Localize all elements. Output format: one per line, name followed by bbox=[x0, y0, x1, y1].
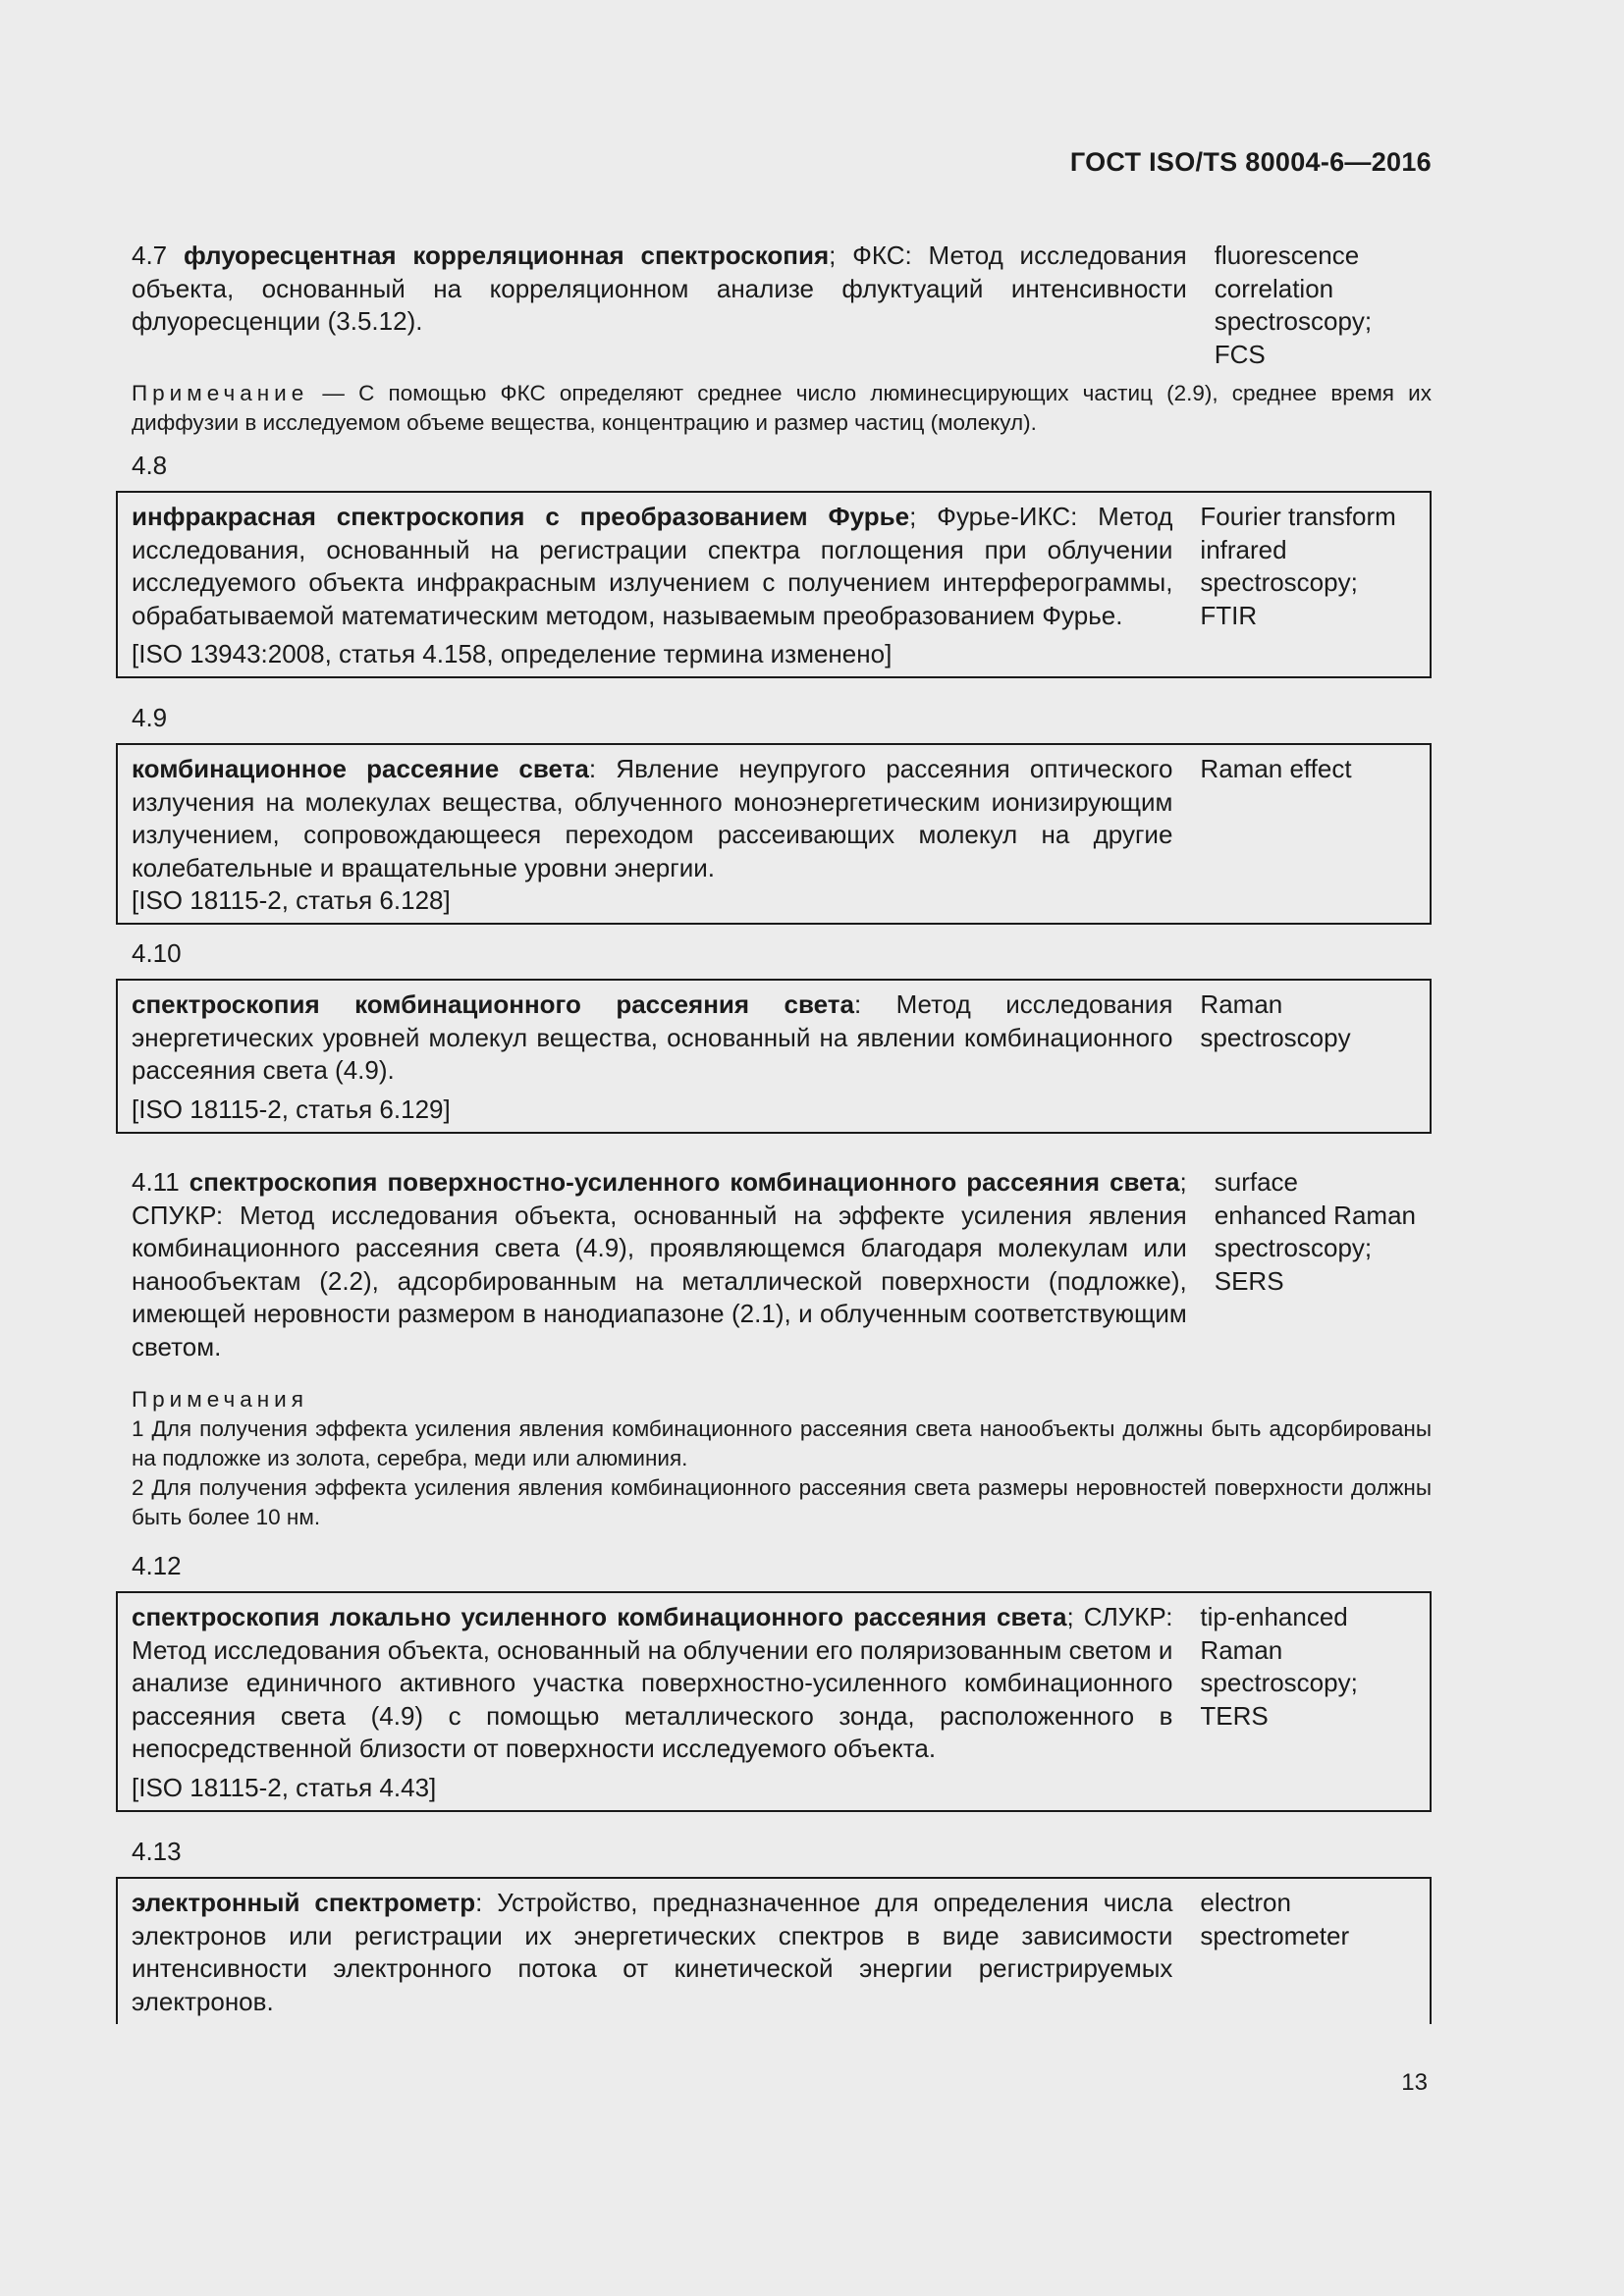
entry-number: 4.10 bbox=[132, 938, 182, 968]
definition-text: ; СПУКР: Метод исследования объекта, основанный на эффекте усиления явления комбинационного рассеяния света (4.9), проявляющемся благодаря молекулам или нанообъектам (2.2), адсорбированным на металлической поверхности (подложке), имеющей неровности размером в нанодиапазоне (2.1), и облученным соответствующим светом. bbox=[132, 1167, 1187, 1362]
definition-text: : Явление неупругого рассеяния оптического излучения на молекулах вещества, облученного моноэнергетическим ионизирующим излучением, сопровождающееся переходом рассеивающих молекул на другие колебательные и вращательные уровни энергии. bbox=[132, 754, 1173, 882]
english-term: fluorescence correlation spectroscopy; FCS bbox=[1214, 240, 1373, 369]
definition bbox=[132, 988, 1172, 1088]
term: спектроскопия поверхностно-усиленного комбинационного рассеяния света bbox=[189, 1167, 1180, 1197]
entry-4-7 bbox=[116, 240, 1432, 438]
english-term: electron spectrometer bbox=[1200, 1888, 1350, 1950]
notes-label: Примечания bbox=[132, 1387, 308, 1412]
term: инфракрасная спектроскопия с преобразованием Фурье bbox=[132, 502, 910, 531]
definition-text: : Устройство, предназначенное для определения числа электронов или регистрации их энергетических спектров в виде зависимости интенсивности электронного потока от кинетической энергии регистрируемых электронов. bbox=[132, 1888, 1173, 2016]
note-text: — С помощью ФКС определяют среднее число люминесцирующих частиц (2.9), среднее время их диффузии в исследуемом объеме вещества, концентрацию и размер частиц (молекул). bbox=[132, 381, 1432, 435]
definition bbox=[132, 1601, 1172, 1766]
notes bbox=[116, 1385, 1432, 1532]
english-term: tip-enhanced Raman spectroscopy; TERS bbox=[1200, 1602, 1358, 1731]
definition-text: : Метод исследования энергетических уровней молекул вещества, основанный на явлении комбинационного рассеяния света (4.9). bbox=[132, 989, 1173, 1085]
english-term: Raman spectroscopy bbox=[1200, 989, 1351, 1052]
english-term: Fourier transform infrared spectroscopy; FTIR bbox=[1200, 502, 1396, 630]
note-1: 1 Для получения эффекта усиления явления комбинационного рассеяния света нанообъекты должны быть адсорбированы на подложке из золота, серебра, меди или алюминия. bbox=[132, 1416, 1432, 1470]
note-2: 2 Для получения эффекта усиления явления комбинационного рассеяния света размеры неровностей поверхности должны быть более 10 нм. bbox=[132, 1475, 1432, 1529]
source-reference: [ISO 18115-2, статья 6.128] bbox=[132, 885, 451, 915]
definition bbox=[132, 753, 1172, 884]
term: спектроскопия комбинационного рассеяния света bbox=[132, 989, 854, 1019]
entry-4-11 bbox=[116, 1166, 1432, 1532]
document-header: ГОСТ ISO/TS 80004-6—2016 bbox=[1069, 147, 1432, 177]
definition-box bbox=[116, 1877, 1432, 2024]
note bbox=[116, 379, 1432, 438]
page-number: 13 bbox=[1401, 2069, 1428, 2096]
definition bbox=[132, 1166, 1187, 1363]
entry-number: 4.9 bbox=[132, 703, 168, 732]
source-reference: [ISO 13943:2008, статья 4.158, определение термина изменено] bbox=[132, 639, 893, 668]
entry-number: 4.7 bbox=[132, 240, 168, 270]
entry-number: 4.12 bbox=[132, 1551, 182, 1580]
term: электронный спектрометр bbox=[132, 1888, 476, 1917]
term: комбинационное рассеяние света bbox=[132, 754, 589, 783]
definition-box bbox=[116, 1591, 1432, 1812]
entry-number: 4.13 bbox=[132, 1837, 182, 1866]
definition-text: ; СЛУКР: Метод исследования объекта, основанный на облучении его поляризованным светом и анализе единичного активного участка поверхностно-усиленного комбинационного рассеяния света (4.9) с помощью металлического зонда, расположенного в непосредственной близости от поверхности исследуемого объекта. bbox=[132, 1602, 1173, 1763]
note-label: Примечание bbox=[132, 381, 309, 405]
definition bbox=[132, 240, 1187, 371]
entry-number: 4.11 bbox=[132, 1167, 180, 1197]
entry-4-8 bbox=[116, 450, 1432, 678]
definition-box bbox=[116, 491, 1432, 678]
term: флуоресцентная корреляционная спектроскопия bbox=[183, 240, 830, 270]
english-term: surface enhanced Raman spectroscopy; SERS bbox=[1214, 1167, 1416, 1296]
definition-box bbox=[116, 979, 1432, 1134]
entry-4-9 bbox=[116, 702, 1432, 925]
term: спектроскопия локально усиленного комбинационного рассеяния света bbox=[132, 1602, 1067, 1631]
source-reference: [ISO 18115-2, статья 4.43] bbox=[132, 1772, 437, 1802]
entry-number: 4.8 bbox=[132, 451, 168, 480]
definition bbox=[132, 1887, 1172, 2018]
definition-box bbox=[116, 743, 1432, 925]
entry-4-12 bbox=[116, 1550, 1432, 1812]
definition-text: ; ФКС: Метод исследования объекта, основанный на корреляционном анализе флуктуаций интенсивности флуоресценции (3.5.12). bbox=[132, 240, 1187, 336]
english-term: Raman effect bbox=[1200, 754, 1352, 783]
source-reference: [ISO 18115-2, статья 6.129] bbox=[132, 1094, 451, 1124]
definition-text: ; Фурье-ИКС: Метод исследования, основанный на регистрации спектра поглощения при облучении исследуемого объекта инфракрасным излучением с получением интерферограммы, обрабатываемой математическим методом, называемым преобразованием Фурье. bbox=[132, 502, 1173, 630]
entry-4-10 bbox=[116, 937, 1432, 1134]
definition bbox=[132, 501, 1172, 632]
entry-4-13 bbox=[116, 1836, 1432, 2024]
